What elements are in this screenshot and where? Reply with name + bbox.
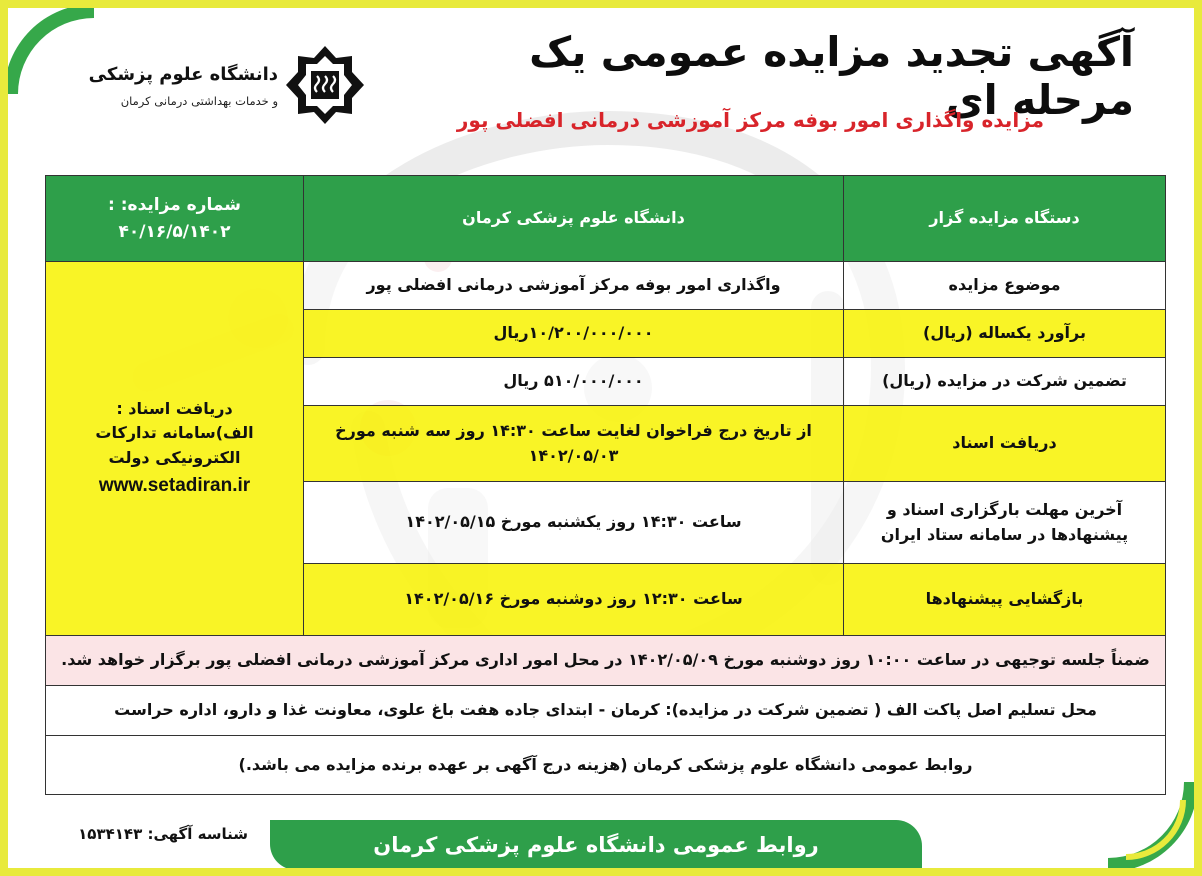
note-briefing-session: ضمناً جلسه توجیهی در ساعت ۱۰:۰۰ روز دوشنبه مورخ ۱۴۰۲/۰۵/۰۹ در محل امور اداری مرکز آموزشی درمانی افضلی پور برگزار خواهد شد.	[46, 636, 1166, 686]
ad-identifier: شناسه آگهی: ۱۵۳۴۱۴۳	[78, 825, 248, 843]
corner-decoration-bottom-right-inner	[1126, 800, 1186, 860]
documents-side-info	[46, 262, 304, 636]
row-label-subject: موضوع مزایده	[844, 262, 1166, 310]
note-row	[46, 686, 1166, 736]
table-header-row	[46, 176, 1166, 262]
table-row	[46, 262, 1166, 310]
note-row	[46, 636, 1166, 686]
header-organizer-name: دانشگاه علوم پزشکی کرمان	[304, 176, 844, 262]
note-row	[46, 736, 1166, 795]
auction-table	[45, 175, 1166, 795]
row-value-estimate: ۱۰/۲۰۰/۰۰۰/۰۰۰ریال	[304, 310, 844, 358]
header-organizer-label: دستگاه مزایده گزار	[844, 176, 1166, 262]
university-emblem-icon	[284, 44, 366, 126]
row-value-opening: ساعت ۱۲:۳۰ روز دوشنبه مورخ ۱۴۰۲/۰۵/۱۶	[304, 564, 844, 636]
header-auction-number: شماره مزایده: : ۴۰/۱۶/۵/۱۴۰۲	[46, 176, 304, 262]
row-value-documents: از تاریخ درج فراخوان لغایت ساعت ۱۴:۳۰ روز سه شنبه مورخ ۱۴۰۲/۰۵/۰۳	[304, 406, 844, 482]
row-label-documents: دریافت اسناد	[844, 406, 1166, 482]
row-label-guarantee: تضمین شرکت در مزایده (ریال)	[844, 358, 1166, 406]
auction-table-container	[46, 175, 1166, 800]
row-label-deadline: آخرین مهلت بارگزاری اسناد و پیشنهادها در سامانه ستاد ایران	[844, 482, 1166, 564]
side-line-2: الف)سامانه تدارکات	[95, 423, 254, 443]
row-value-guarantee: ۵۱۰/۰۰۰/۰۰۰ ریال	[304, 358, 844, 406]
logo-university-name: دانشگاه علوم پزشکی	[88, 64, 278, 85]
side-line-1: دریافت اسناد :	[116, 398, 233, 418]
setadiran-url: www.setadiran.ir	[98, 474, 251, 496]
ad-subtitle: مزایده واگذاری امور بوفه مرکز آموزشی درمانی افضلی پور	[456, 108, 1044, 132]
note-delivery-location: محل تسلیم اصل پاکت الف ( تضمین شرکت در مزایده): کرمان - ابتدای جاده هفت باغ علوی، معاونت غذا و دارو، اداره حراست	[46, 686, 1166, 736]
row-label-opening: بازگشایی پیشنهادها	[844, 564, 1166, 636]
row-value-deadline: ساعت ۱۴:۳۰ روز یکشنبه مورخ ۱۴۰۲/۰۵/۱۵	[304, 482, 844, 564]
side-line-3: الکترونیکی دولت	[108, 448, 241, 468]
logo-university-subtitle: و خدمات بهداشتی درمانی کرمان	[120, 94, 278, 108]
row-value-subject: واگذاری امور بوفه مرکز آموزشی درمانی افضلی پور	[304, 262, 844, 310]
note-public-relations: روابط عمومی دانشگاه علوم پزشکی کرمان (هزینه درج آگهی بر عهده برنده مزایده می باشد.)	[46, 736, 1166, 795]
footer-public-relations-bar: روابط عمومی دانشگاه علوم پزشکی کرمان	[270, 820, 922, 870]
ad-title: آگهی تجدید مزایده عمومی یک مرحله ای	[529, 28, 1134, 124]
row-label-estimate: برآورد یکساله (ریال)	[844, 310, 1166, 358]
